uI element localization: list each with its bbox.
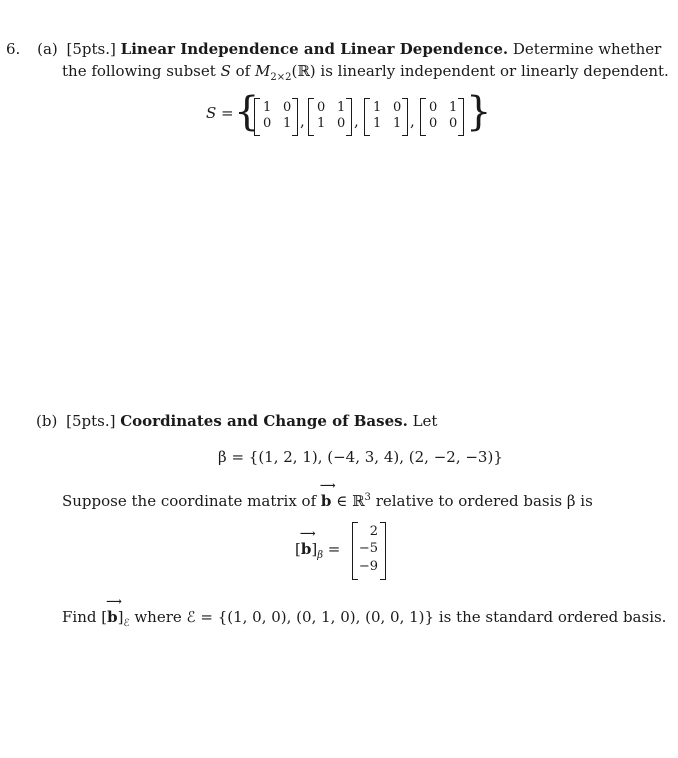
matrix-1 [254, 98, 298, 136]
part-a-of: of [235, 62, 251, 80]
coord-lhs-sub: β [317, 550, 323, 561]
part-a-points: [5pts.] [66, 40, 116, 58]
problem-line-1 [6, 40, 661, 58]
matrix-2 [308, 98, 352, 136]
find-sub: ℰ [123, 618, 130, 629]
matrix-4-a22: 0 [449, 116, 458, 131]
find-pre: Find [62, 608, 97, 626]
matrix-3-a22: 1 [393, 116, 402, 131]
vector-b: ⟶ b [319, 479, 336, 510]
matrix-4-a11: 0 [429, 100, 438, 115]
matrix-1-a22: 1 [283, 116, 292, 131]
matrix-2-a11: 0 [317, 100, 326, 115]
part-a-text-1: Determine whether [512, 40, 662, 58]
matrix-3-a11: 1 [373, 100, 382, 115]
matrix-4-a21: 0 [429, 116, 438, 131]
problem-line-2 [62, 62, 669, 83]
matrix-1-a11: 1 [263, 100, 272, 115]
matrix-3-a12: 0 [393, 100, 402, 115]
right-brace: } [466, 89, 492, 135]
part-b-points: [5pts.] [66, 412, 116, 430]
part-b-title: Coordinates and Change of Bases. [120, 412, 408, 430]
problem-number: 6. [6, 40, 21, 58]
coord-vector [352, 522, 386, 580]
suppose-post: relative to ordered basis β is [375, 492, 593, 510]
coord-lhs: [ ⟶ $b]_\beta$ = [295, 527, 341, 561]
suppose-line [62, 479, 593, 510]
matrix-2-a21: 1 [317, 116, 326, 131]
set-S: S [220, 62, 231, 80]
coord-value-3: −9 [358, 559, 378, 574]
part-a-title: Linear Independence and Linear Dependence. [120, 40, 509, 58]
matrix-4 [420, 98, 464, 136]
suppose-pre: Suppose the coordinate matrix of [62, 492, 317, 510]
part-a-text-2-post: is linearly independent or linearly dependent. [320, 62, 669, 80]
matrix-2-a12: 1 [337, 100, 346, 115]
coord-value-1: 2 [369, 524, 378, 539]
part-a-text-2-pre: the following subset [62, 62, 216, 80]
matrix-3 [364, 98, 408, 136]
coord-value-2: −5 [358, 541, 378, 556]
space-R: (ℝ) [291, 62, 316, 80]
find-post: where ℰ = {(1, 0, 0), (0, 1, 0), (0, 0, 1)} is the standard ordered basis. [134, 608, 667, 626]
part-b-header [36, 412, 437, 430]
in-R: ∈ ℝ [336, 492, 365, 510]
matrix-4-a12: 1 [449, 100, 458, 115]
matrix-1-a21: 0 [263, 116, 272, 131]
matrix-2-a22: 0 [337, 116, 346, 131]
find-line: Find [ ⟶ $b]_ℰ$ where ℰ = {(1, 0, 0), (0, 1, 0), (0, 0, 1)} is the standard ordered basis. [62, 595, 667, 629]
set-lhs: S = [206, 104, 234, 122]
matrix-1-a12: 0 [283, 100, 292, 115]
part-b-label: (b) [36, 412, 58, 430]
part-a-label: (a) [37, 40, 58, 58]
space-sub: 2×2 [270, 72, 292, 83]
basis-beta: β = {(1, 2, 1), (−4, 3, 4), (2, −2, −3)} [218, 448, 503, 466]
part-b-let: Let [412, 412, 438, 430]
space-M: M [255, 62, 271, 80]
left-brace: { [234, 89, 260, 135]
R-exponent: 3 [364, 492, 371, 503]
matrix-3-a21: 1 [373, 116, 382, 131]
